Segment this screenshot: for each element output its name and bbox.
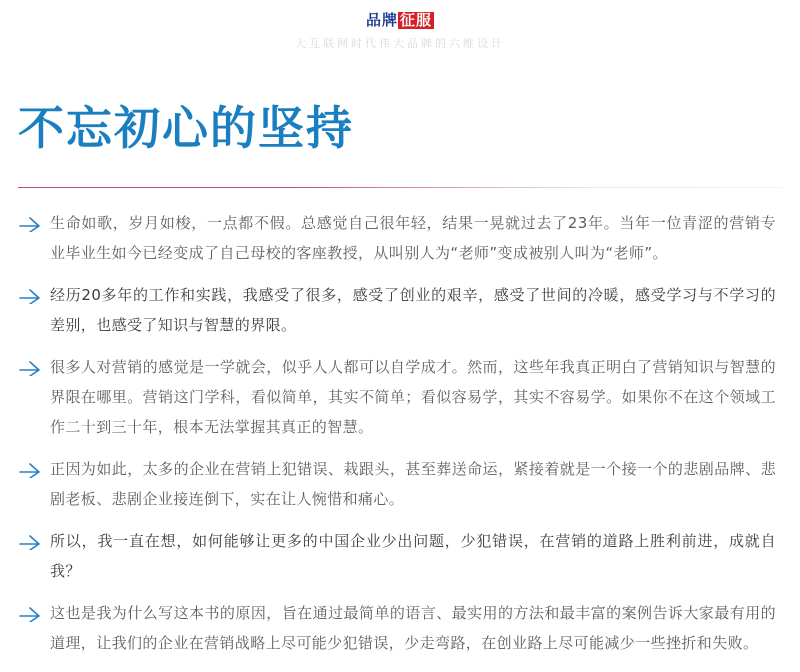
title-divider	[18, 187, 782, 188]
brand-logo-secondary: 征服	[400, 12, 433, 29]
list-item	[18, 598, 776, 658]
list-item	[18, 526, 776, 586]
arrow-right-icon	[18, 598, 50, 622]
list-item	[18, 352, 776, 442]
header-subtitle: 大互联网时代伟大品牌的六维设计	[295, 38, 505, 50]
brand-logo-primary: 品牌	[365, 12, 398, 29]
arrow-right-icon	[18, 280, 50, 304]
title-block	[0, 100, 800, 156]
paragraph-list	[0, 208, 800, 658]
paragraph-text: 经历20多年的工作和实践，我感受了很多，感受了创业的艰辛，感受了世间的冷暖，感受学习与不学习的差别，也感受了知识与智慧的界限。	[50, 285, 776, 334]
arrow-right-icon	[18, 208, 50, 232]
arrow-right-icon	[18, 454, 50, 478]
brand-logo	[0, 12, 800, 30]
paragraph-text: 这也是我为什么写这本书的原因，旨在通过最简单的语言、最实用的方法和最丰富的案例告诉大家最有用的道理，让我们的企业在营销战略上尽可能少犯错误，少走弯路，在创业路上尽可能减少一些挫折和失败。	[50, 603, 776, 652]
list-item	[18, 454, 776, 514]
arrow-right-icon	[18, 352, 50, 376]
paragraph-text: 所以，我一直在想，如何能够让更多的中国企业少出问题，少犯错误，在营销的道路上胜利前进，成就自我？	[50, 531, 776, 580]
arrow-right-icon	[18, 526, 50, 550]
list-item	[18, 208, 776, 268]
paragraph-text: 正因为如此，太多的企业在营销上犯错误、栽跟头，甚至葬送命运，紧接着就是一个接一个的悲剧品牌、悲剧老板、悲剧企业接连倒下，实在让人惋惜和痛心。	[50, 459, 776, 508]
list-item	[18, 280, 776, 340]
page-header	[0, 0, 800, 52]
paragraph-text: 生命如歌，岁月如梭，一点都不假。总感觉自己很年轻，结果一晃就过去了23年。当年一位青涩的营销专业毕业生如今已经变成了自己母校的客座教授，从叫别人为“老师”变成被别人叫为“老师”。	[50, 213, 776, 262]
page-title: 不忘初心的坚持	[18, 101, 354, 155]
paragraph-text: 很多人对营销的感觉是一学就会，似乎人人都可以自学成才。然而，这些年我真正明白了营销知识与智慧的界限在哪里。营销这门学科，看似简单，其实不简单；看似容易学，其实不容易学。如果你不在这个领域工作二十到三十年，根本无法掌握其真正的智慧。	[50, 357, 776, 436]
